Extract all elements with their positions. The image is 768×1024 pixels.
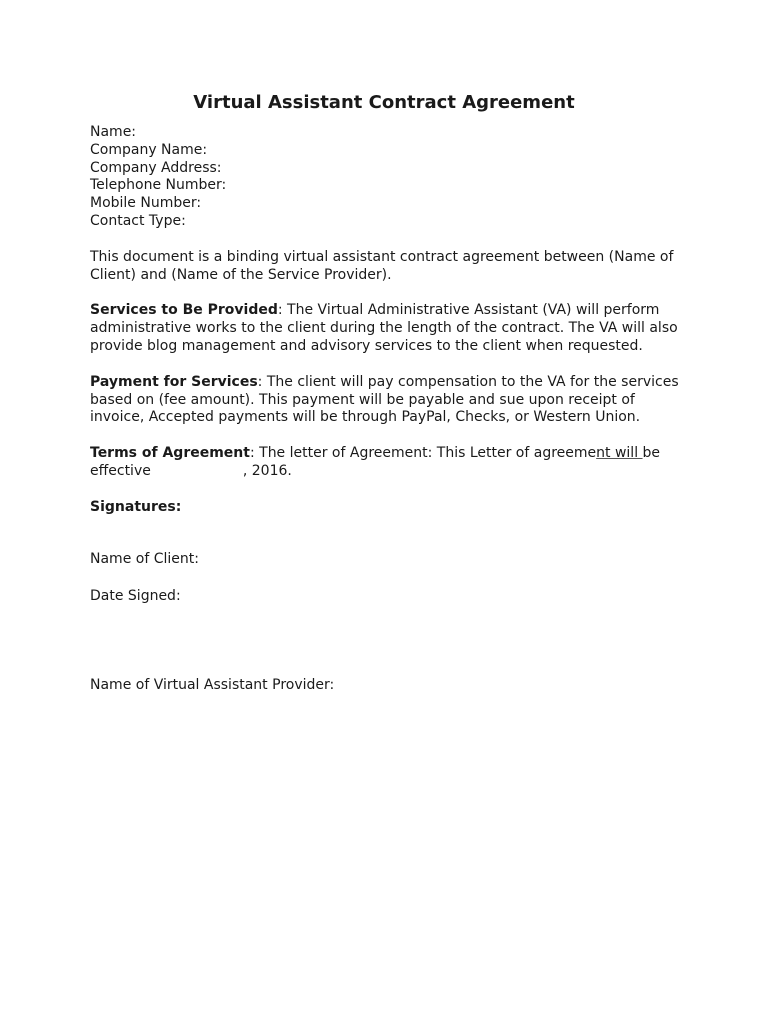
field-company-address: Company Address: [90,159,222,176]
payment-paragraph [90,374,690,427]
document-title: Virtual Assistant Contract Agreement [193,92,575,113]
signatures-section [90,499,690,695]
intro-line: This document is a binding virtual assistant contract agreement between (Name of [90,248,674,265]
field-name: Name: [90,124,137,140]
payment-heading: Payment for Services [90,373,258,390]
field-contact-type: Contact Type: [90,212,186,229]
field-mobile-number: Mobile Number: [90,195,202,212]
intro-line: Client) and (Name of the Service Provider). [90,266,392,283]
payment-text: : The client will pay compensation to the VA for the services [257,373,679,390]
field-company-name: Company Name: [90,141,208,158]
terms-year: , 2016. [242,462,292,479]
payment-text: invoice, Accepted payments will be through PayPal, Checks, or Western Union. [90,409,641,426]
intro-paragraph [90,249,690,285]
terms-effective-label: effective [90,462,151,479]
services-text: : The Virtual Administrative Assistant (VA) will perform [277,302,660,319]
date-signed-label: Date Signed: [90,588,181,605]
terms-heading: Terms of Agreement [90,445,250,462]
terms-paragraph [90,445,690,481]
terms-underlined-text: nt will [596,445,643,462]
field-telephone-number: Telephone Number: [90,177,227,194]
payment-text: based on (fee amount). This payment will be payable and sue upon receipt of [90,391,635,408]
contact-fields [90,124,690,231]
services-text: administrative works to the client during the length of the contract. The VA will also [90,320,678,337]
services-paragraph [90,302,690,355]
document-body [90,124,690,695]
client-name-label: Name of Client: [90,550,199,567]
services-text: provide blog management and advisory services to the client when requested. [90,337,643,354]
terms-text: : The letter of Agreement: This Letter of agreeme [249,445,597,462]
terms-text: be [642,445,661,462]
services-heading: Services to Be Provided [90,302,278,319]
signatures-heading: Signatures: [90,498,182,515]
provider-name-label: Name of Virtual Assistant Provider: [90,677,335,694]
